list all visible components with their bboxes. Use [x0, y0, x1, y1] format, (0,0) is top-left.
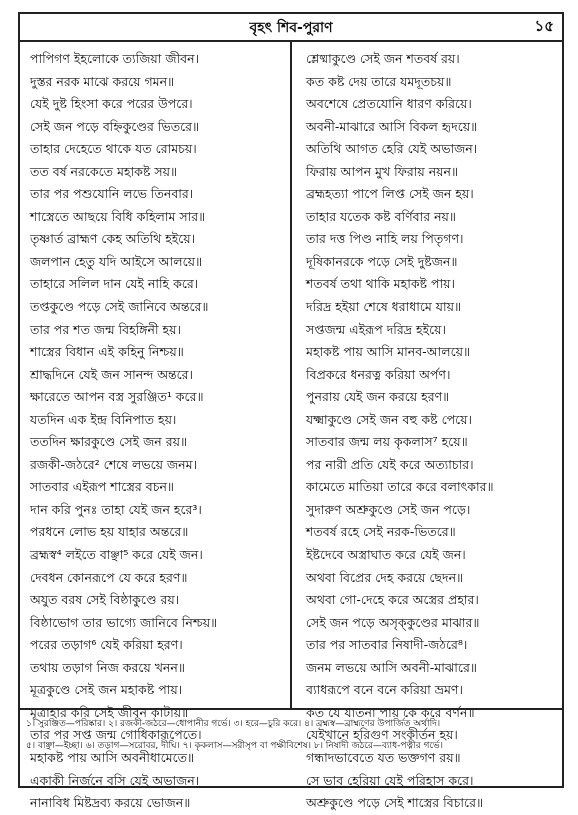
verse-line: তাহার যতেক কষ্ট বর্ণিবার নয়॥: [306, 208, 456, 224]
verse-line: গন্ধাদভাবেতে যত ভক্তগণ রয়॥: [306, 749, 461, 765]
running-title: বৃহৎ শিব-পুরাণ: [249, 20, 333, 36]
verse-line: শতবর্ষ রহে সেই নরক-ভিতরে॥: [306, 524, 456, 540]
verse-line: ব্রহ্মস্ব⁴ লইতে বাঞ্ছা⁵ করে যেই জন।: [30, 547, 203, 563]
verse-line: নানাবিধ মিষ্টদ্রব্য করয়ে ভোজন॥: [30, 795, 191, 811]
verse-line: পর নারী প্রতি যেই করে অত্যাচার।: [306, 456, 474, 472]
right-verse-column: [300, 48, 568, 811]
verse-line: মূত্রাহার করি সেই জীবন কাটায়॥: [30, 704, 189, 720]
footnotes: [18, 708, 564, 788]
verse-line: তার পর পশুযোনি লভে তিনবার।: [30, 186, 194, 202]
verse-line: যতদিন এক ইন্দ্র বিনিপাত হয়।: [30, 411, 177, 427]
verse-line: পাপিগণ ইহলোকে ত্যজিয়া জীবন।: [30, 51, 200, 66]
verse-line: শাস্ত্রেতে আছয়ে বিধি কহিলাম সার॥: [30, 208, 206, 224]
verse-line: তৃষ্ণার্ত ব্রাহ্মণ কেহ অতিথি হইয়ে।: [30, 231, 196, 247]
verse-line: ক্ষারেতে আপন বস্ত্র সুরঞ্জিত¹ করে॥: [30, 389, 204, 405]
verse-line: তপ্তকুণ্ডে পড়ে সেই জানিবে অন্তরে॥: [30, 299, 209, 315]
verse-line: সেই জন পড়ে বহ্নিকুণ্ডের ভিতরে॥: [30, 118, 200, 134]
verse-line: ব্রহ্মহত্যা পাপে লিপ্ত সেই জন হয়।: [306, 186, 474, 202]
verse-line: একাকী নির্জনে বসি যেই অভাজন।: [30, 772, 200, 788]
verse-line: মূত্রকুণ্ডে সেই জন মহাকষ্ট পায়।: [30, 682, 183, 698]
verse-line: সাতবার জন্ম লয় কৃকলাস⁷ হয়ে॥: [306, 434, 468, 450]
verse-line: অবশেষে প্রেতযোনি ধারণ করিয়ে।: [306, 96, 472, 112]
verse-line: সাতবার এইরূপ শাস্ত্রের বচন॥: [30, 479, 174, 495]
verse-line: দরিদ্র হইয়া শেষে ধরাধামে যায়॥: [306, 299, 462, 315]
verse-line: জনম লভয়ে আসি অবনী-মাঝারে॥: [306, 659, 477, 675]
verse-line: বিষ্ঠাভোগ তার ভাগ্যে জানিবে নিশ্চয়॥: [30, 614, 218, 630]
verse-line: শতবর্ষ তথা থাকি মহাকষ্ট পায়।: [306, 276, 455, 292]
verse-line: মহাকষ্ট পায় আসি মানব-আলয়ে॥: [306, 344, 471, 360]
verse-line: কত কষ্ট দেয় তারে যমদূতচয়॥: [306, 73, 452, 89]
verse-line: ফিরায় আপন মুখ ফিরায় নয়ন॥: [306, 163, 459, 179]
verse-line: কামেতে মাতিয়া তারে করে বলাৎকার॥: [306, 479, 494, 495]
verse-line: সপ্তজন্ম এইরূপ দরিদ্র হইয়ে।: [306, 321, 446, 337]
verse-line: সেই জন পড়ে অসৃক্‌কুণ্ডের মাঝার॥: [306, 614, 480, 630]
verse-line: ব্যাধরূপে বনে বনে করিয়া ভ্রমণ।: [306, 682, 463, 698]
verse-line: মহাকষ্ট পায় আসি অবনীধামেতে॥: [30, 749, 195, 765]
verse-line: দেবধন কোনরূপে যে করে হরণ॥: [30, 569, 188, 585]
verse-line: যেই দুষ্ট হিংসা করে পরের উপরে।: [30, 96, 193, 112]
verse-line: তাহার দেহেতে থাকে যত রোমচয়।: [30, 141, 197, 157]
verse-line: পরধনে লোভ হয় যাহার অন্তরে॥: [30, 524, 189, 540]
verse-line: যেইখানে হরিগুণ সংকীর্তন হয়।: [306, 727, 458, 743]
verse-line: সে ভাব হেরিয়া যেই পরিহাস করে।: [306, 772, 474, 788]
verse-line: অতিথি আগত হেরি যেই অভাজন।: [306, 141, 478, 157]
page-header: [18, 12, 564, 42]
verse-line: কত যে যাতনা পায় কে করে বর্ণন॥: [306, 704, 475, 720]
verse-line: অথবা গো-দেহে করে অস্ত্রের প্রহার।: [306, 592, 479, 608]
verse-line: ততদিন ক্ষারকুণ্ডে সেই জন রয়॥: [30, 434, 188, 450]
verse-line: পরের তড়াগ⁶ যেই করিয়া হরণ।: [30, 637, 183, 653]
verse-line: অশ্রুকুণ্ডে পড়ে সেই শাস্ত্রের বিচারে॥: [306, 795, 484, 811]
verse-line: অযুত বরষ সেই বিষ্ঠাকুণ্ডে রয়।: [30, 592, 180, 608]
verse-line: দুস্তর নরক মাঝে করয়ে গমন॥: [30, 73, 175, 89]
verse-line: সুদারুণ অশ্রুকুণ্ডে সেই জন পড়ে।: [306, 501, 471, 517]
verse-line: অথবা বিপ্রের দেহ করয়ে ছেদন॥: [306, 569, 464, 585]
footnote-line: ১। সুরঞ্জিত—পরিষ্কার। ২। রজকী-জঠরে—ধোপানীর গর্ভে। ৩। হরে—চুরি করে। ৪। ব্রহ্মস্ব—ব্রাহ্মণের উপার্জিত অর্থাদি।: [26, 719, 441, 729]
verse-line: দূষিকানরকে পড়ে সেই দুষ্টজন॥: [306, 253, 458, 269]
verse-line: তার পর শত জন্ম বিহঙ্গিনী হয়।: [30, 321, 181, 337]
verse-line: তার পর সাতবার নিষাদী-জঠরে⁸।: [306, 637, 468, 653]
verse-line: বিপ্রকরে ধনরত্ন করিয়া অর্পণ।: [306, 366, 451, 382]
verse-line: তার দত্ত পিণ্ড নাহি লয় পিতৃগণ।: [306, 231, 464, 247]
verse-line: পুনরায় যেই জন করয়ে হরণ॥: [306, 389, 450, 405]
verse-line: ইষ্টদেবে অস্ত্রাঘাত করে যেই জন।: [306, 547, 466, 563]
verse-line: তার পর সপ্ত জন্ম গোধিকারূপেতে।: [30, 727, 202, 743]
footnote-line: ৫। বাঞ্ছা—ইচ্ছা। ৬। তড়াগ—সরোবর, দীঘি। ৭। কৃকলাস—সরীসৃপ বা পক্ষীবিশেষ। ৮। নিষাদী জঠরে—ব্যাধ-পত্নীর গর্ভে।: [26, 741, 443, 751]
verse-line: দান করি পুনঃ তাহা যেই জন হরে³।: [30, 501, 202, 517]
verse-line: শাস্ত্রের বিধান এই কহিনু নিশ্চয়॥: [30, 344, 184, 360]
verse-line: শ্রাদ্ধদিনে যেই জন সানন্দ অন্তরে।: [30, 366, 194, 382]
page-number: ১৫: [534, 17, 554, 35]
verse-line: যক্ষ্মাকুণ্ডে সেই জন বহু কষ্ট পেয়ে।: [306, 411, 472, 427]
verse-line: অবনী-মাঝারে আসি বিকল হৃদয়ে॥: [306, 118, 478, 134]
verse-line: তাহারে সলিল দান যেই নাহি করে।: [30, 276, 199, 292]
verse-line: রজকী-জঠরে² শেষে লভয়ে জনম।: [30, 456, 198, 472]
verse-line: তথায় তড়াগ নিজ করয়ে খনন॥: [30, 659, 185, 675]
verse-line: জলপান হেতু যদি আইসে আলয়ে॥: [30, 253, 203, 269]
verse-line: শ্লেষ্মাকুণ্ডে সেই জন শতবর্ষ রয়।: [306, 51, 460, 66]
verse-line: তত বর্ষ নরকেতে মহাকষ্ট সয়॥: [30, 163, 178, 179]
